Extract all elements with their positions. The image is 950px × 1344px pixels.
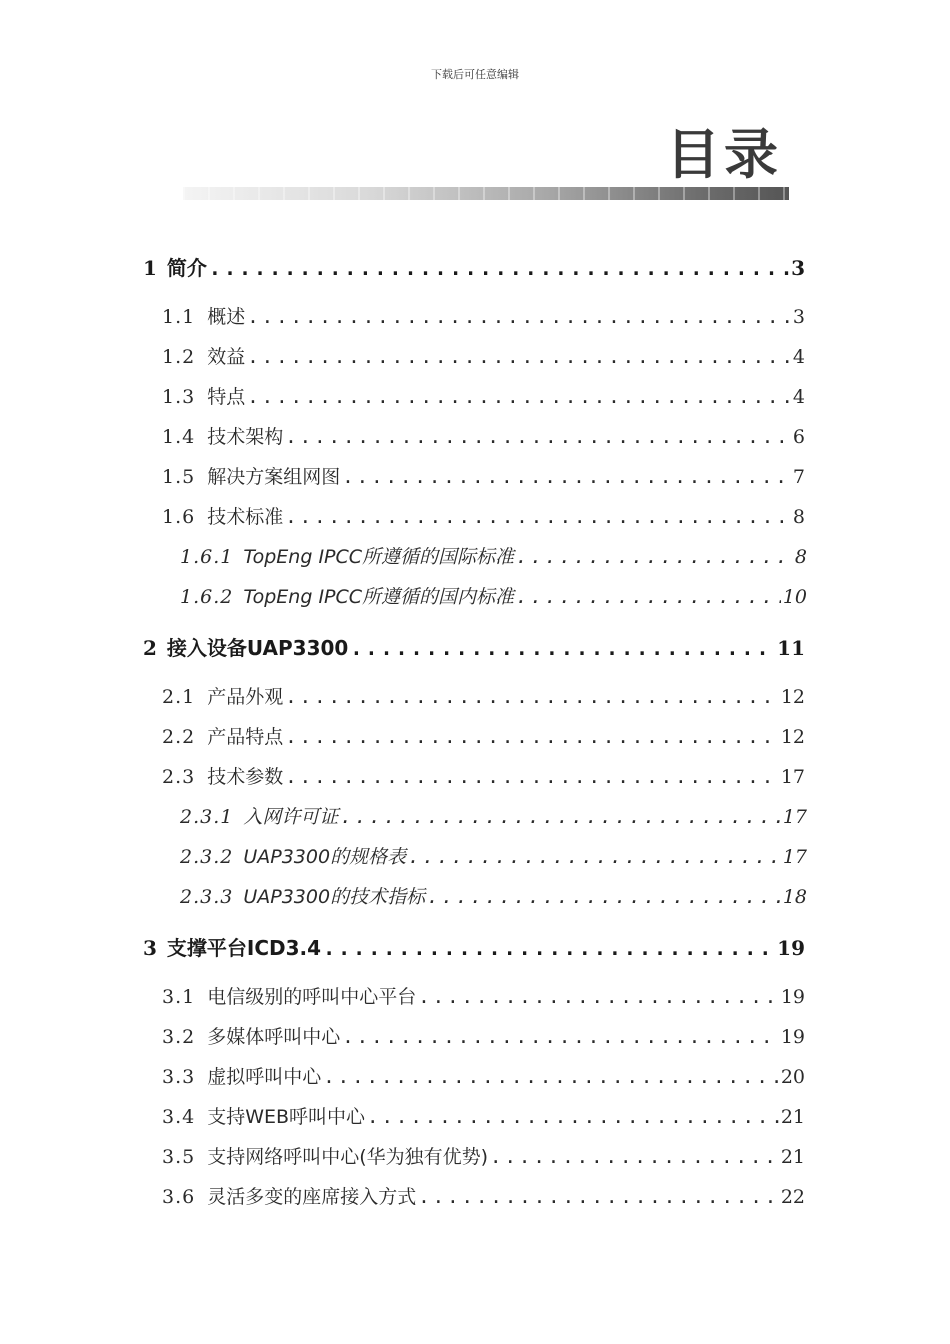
dot-leader — [209, 256, 789, 280]
dot-leader — [367, 1106, 779, 1128]
toc-entry-number: 2.2 — [162, 726, 196, 748]
toc-entry[interactable] — [143, 632, 805, 661]
toc-entry-title: 灵活多变的座席接入方式 — [207, 1186, 417, 1208]
toc-entry[interactable] — [143, 252, 805, 281]
page-title: 目录 — [666, 123, 782, 186]
toc-entry-title: 支持WEB呼叫中心 — [207, 1106, 366, 1128]
toc-entry-number: 1.5 — [162, 466, 196, 488]
toc-entry[interactable] — [180, 582, 807, 609]
toc-entry-title: TopEng IPCC所遵循的国际标准 — [243, 546, 515, 568]
toc-entry-page: 19 — [780, 1026, 805, 1048]
title-divider-bar — [183, 187, 789, 200]
toc-entry-number: 2.3 — [162, 766, 196, 788]
toc-entry-number: 1.1 — [162, 306, 196, 328]
toc-entry[interactable] — [162, 502, 805, 529]
toc-entry-number: 1.6.1 — [180, 546, 234, 568]
toc-entry-page: 17 — [782, 806, 807, 828]
toc-entry-page: 8 — [794, 546, 807, 568]
toc-entry-number: 3.1 — [162, 986, 196, 1008]
toc-entry-page: 12 — [780, 686, 805, 708]
dot-leader — [247, 346, 791, 368]
toc-entry-page: 7 — [792, 466, 805, 488]
toc-entry[interactable] — [162, 1182, 805, 1209]
toc-entry-number: 2.3.3 — [180, 886, 234, 908]
toc-entry-title: 技术标准 — [207, 506, 284, 528]
toc-entry-number: 3 — [143, 936, 157, 960]
toc-entry-page: 17 — [780, 766, 805, 788]
toc-entry-number: 1.6.2 — [180, 586, 234, 608]
dot-leader — [427, 886, 781, 908]
toc-entry-number: 1.2 — [162, 346, 196, 368]
toc-entry-number: 3.6 — [162, 1186, 196, 1208]
toc-entry-number: 3.4 — [162, 1106, 196, 1128]
toc-entry-number: 2 — [143, 636, 157, 660]
toc-entry-title: 产品外观 — [207, 686, 284, 708]
toc-entry[interactable] — [162, 1142, 805, 1169]
toc-entry[interactable] — [162, 462, 805, 489]
dot-leader — [418, 986, 779, 1008]
toc-entry-title: UAP3300的规格表 — [243, 846, 407, 868]
toc-entry-number: 1.4 — [162, 426, 196, 448]
toc-entry-page: 17 — [782, 846, 807, 868]
toc-entry-title: 技术参数 — [207, 766, 284, 788]
toc-entry-page: 21 — [780, 1106, 805, 1128]
dot-leader — [490, 1146, 779, 1168]
toc-entry-title: 多媒体呼叫中心 — [207, 1026, 341, 1048]
dot-leader — [340, 806, 780, 828]
toc-entry-page: 4 — [792, 346, 805, 368]
toc-entry-page: 19 — [777, 936, 805, 960]
toc-entry[interactable] — [180, 542, 807, 569]
toc-entry-page: 3 — [791, 256, 805, 280]
toc-entry-title: 支持网络呼叫中心(华为独有优势) — [207, 1146, 489, 1168]
toc-entry[interactable] — [162, 722, 805, 749]
toc-entry-title: 效益 — [207, 346, 246, 368]
toc-entry-title: 虚拟呼叫中心 — [207, 1066, 322, 1088]
toc-entry-page: 4 — [792, 386, 805, 408]
toc-entry-number: 1 — [143, 256, 157, 280]
toc-entry-number: 3.5 — [162, 1146, 196, 1168]
toc-entry[interactable] — [162, 1022, 805, 1049]
dot-leader — [285, 686, 779, 708]
toc-entry-page: 8 — [792, 506, 805, 528]
toc-entry[interactable] — [162, 982, 805, 1009]
toc-entry[interactable] — [162, 382, 805, 409]
toc-entry[interactable] — [180, 842, 807, 869]
toc-entry-title: TopEng IPCC所遵循的国内标准 — [243, 586, 515, 608]
toc-entry-page: 12 — [780, 726, 805, 748]
toc-entry-page: 10 — [782, 586, 807, 608]
dot-leader — [342, 466, 791, 488]
toc-entry-title: 简介 — [166, 256, 207, 280]
toc-entry-page: 20 — [780, 1066, 805, 1088]
dot-leader — [350, 636, 775, 660]
toc-entry[interactable] — [162, 1102, 805, 1129]
dot-leader — [323, 1066, 779, 1088]
dot-leader — [516, 546, 793, 568]
toc-entry-title: 产品特点 — [207, 726, 284, 748]
toc-entry[interactable] — [180, 802, 807, 829]
toc-entry-title: 电信级别的呼叫中心平台 — [207, 986, 417, 1008]
toc-entry-title: 接入设备UAP3300 — [166, 636, 349, 660]
toc-entry-page: 6 — [792, 426, 805, 448]
toc-entry-number: 1.3 — [162, 386, 196, 408]
toc-entry-number: 1.6 — [162, 506, 196, 528]
dot-leader — [342, 1026, 779, 1048]
toc-entry[interactable] — [162, 302, 805, 329]
dot-leader — [247, 306, 791, 328]
toc-entry-page: 19 — [780, 986, 805, 1008]
dot-leader — [285, 426, 791, 448]
toc-entry[interactable] — [162, 1062, 805, 1089]
toc-entry-number: 2.3.1 — [180, 806, 234, 828]
dot-leader — [285, 726, 779, 748]
toc-entry-page: 22 — [780, 1186, 805, 1208]
header-note: 下载后可任意编辑 — [431, 68, 519, 81]
dot-leader — [323, 936, 775, 960]
dot-leader — [516, 586, 781, 608]
toc-entry-title: 特点 — [207, 386, 246, 408]
toc-entry-page: 3 — [792, 306, 805, 328]
dot-leader — [247, 386, 791, 408]
toc-entry-page: 18 — [782, 886, 807, 908]
toc-entry[interactable] — [143, 932, 805, 961]
dot-leader — [418, 1186, 779, 1208]
toc-entry-title: 支撑平台ICD3.4 — [166, 936, 322, 960]
dot-leader — [408, 846, 781, 868]
toc-entry-number: 2.1 — [162, 686, 196, 708]
toc-entry[interactable] — [162, 762, 805, 789]
dot-leader — [285, 766, 779, 788]
toc-entry-title: 解决方案组网图 — [207, 466, 341, 488]
toc-entry-number: 3.3 — [162, 1066, 196, 1088]
toc-entry-page: 21 — [780, 1146, 805, 1168]
toc-entry-number: 2.3.2 — [180, 846, 234, 868]
toc-entry-number: 3.2 — [162, 1026, 196, 1048]
toc-entry[interactable] — [180, 882, 807, 909]
toc-entry[interactable] — [162, 342, 805, 369]
toc-entry-page: 11 — [777, 636, 805, 660]
toc-entry[interactable] — [162, 422, 805, 449]
toc-entry-title: 技术架构 — [207, 426, 284, 448]
toc-entry[interactable] — [162, 682, 805, 709]
dot-leader — [285, 506, 791, 528]
toc-entry-title: 入网许可证 — [243, 806, 339, 828]
toc-entry-title: UAP3300的技术指标 — [243, 886, 426, 908]
toc-entry-title: 概述 — [207, 306, 246, 328]
